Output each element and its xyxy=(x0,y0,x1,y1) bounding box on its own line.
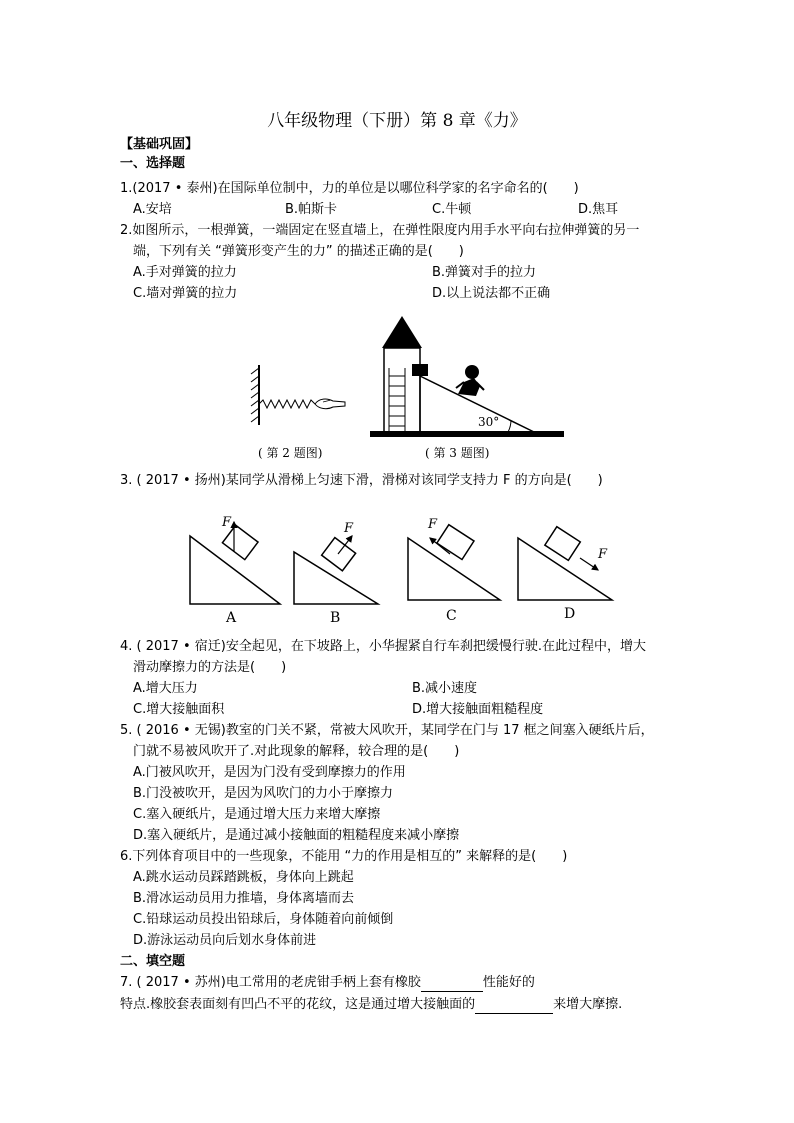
q5-option-b: B.门没被吹开，是因为风吹门的力小于摩擦力 xyxy=(133,786,394,801)
q7-blank-1[interactable] xyxy=(421,977,483,992)
q5-stem-line2: 门就不易被风吹开了.对此现象的解释，较合理的是( ) xyxy=(133,744,460,759)
q3-force-label-a: F xyxy=(222,515,232,530)
q3-option-a: A xyxy=(226,610,237,626)
q1-stem: 1.(2017 • 泰州)在国际单位制中，力的单位是以哪位科学家的名字命名的( ) xyxy=(120,181,579,196)
q1-option-b: B.帕斯卡 xyxy=(285,202,338,217)
q4-stem-line2: 滑动摩擦力的方法是( ) xyxy=(133,660,287,675)
q2-stem-line2: 端，下列有关 “弹簧形变产生的力” 的描述正确的是( ) xyxy=(133,244,464,259)
part-heading-fill: 二、填空题 xyxy=(120,954,186,969)
q5-option-d: D.塞入硬纸片，是通过减小接触面的粗糙程度来减小摩擦 xyxy=(133,828,460,843)
figure-3-caption: ( 第 3 题图) xyxy=(425,446,490,460)
q7-text-part2: 性能好的 xyxy=(482,975,535,990)
figure-2-caption: ( 第 2 题图) xyxy=(258,446,323,460)
q3-force-label-c: F xyxy=(428,517,438,532)
q7-text-part3: 特点.橡胶套表面刻有凹凸不平的花纹，这是通过增大接触面的 xyxy=(120,997,476,1012)
q3-option-b: B xyxy=(330,610,341,626)
q6-option-b: B.滑冰运动员用力推墙，身体离墙而去 xyxy=(133,891,355,906)
child-figure xyxy=(456,365,484,396)
q6-option-d: D.游泳运动员向后划水身体前进 xyxy=(133,933,317,948)
q2-option-b: B.弹簧对手的拉力 xyxy=(432,265,537,280)
figure-3-slide xyxy=(368,312,568,442)
figure-q3-options xyxy=(180,508,620,628)
q4-option-b: B.减小速度 xyxy=(412,681,478,696)
q3-option-d: D xyxy=(564,606,576,622)
q6-option-a: A.跳水运动员踩踏跳板，身体向上跳起 xyxy=(133,870,354,885)
q2-option-a: A.手对弹簧的拉力 xyxy=(133,265,237,280)
q1-option-c: C.牛顿 xyxy=(432,202,472,217)
q1-option-a: A.安培 xyxy=(133,202,172,217)
q7-blank-2[interactable] xyxy=(475,999,553,1014)
part-heading-choice: 一、选择题 xyxy=(120,156,186,171)
q2-stem-line1: 2.如图所示，一根弹簧，一端固定在竖直墙上，在弹性限度内用手水平向右拉伸弹簧的另一 xyxy=(120,223,640,238)
q7-line2 xyxy=(120,996,622,1014)
q2-option-d: D.以上说法都不正确 xyxy=(432,286,551,301)
q2-option-c: C.墙对弹簧的拉力 xyxy=(133,286,238,301)
slide-angle-label: 30° xyxy=(478,415,500,429)
q3-option-c: C xyxy=(446,608,457,624)
q4-stem-line1: 4. ( 2017 • 宿迁)安全起见，在下坡路上，小华握紧自行车刹把缓慢行驶.在此过程中，增大 xyxy=(120,639,646,654)
q5-option-a: A.门被风吹开，是因为门没有受到摩擦力的作用 xyxy=(133,765,406,780)
q3-force-label-d: F xyxy=(598,547,608,562)
q3-force-label-b: F xyxy=(344,521,354,536)
q7-text-part4: 来增大摩擦. xyxy=(553,997,623,1012)
page-title: 八年级物理（下册）第 8 章《力》 xyxy=(267,111,527,131)
q6-option-c: C.铅球运动员投出铅球后，身体随着向前倾倒 xyxy=(133,912,394,927)
q4-option-a: A.增大压力 xyxy=(133,681,198,696)
q5-stem-line1: 5. ( 2016 • 无锡)教室的门关不紧，常被大风吹开，某同学在门与 17 框之间塞入硬纸片后， xyxy=(120,723,654,738)
q5-option-c: C.塞入硬纸片，是通过增大压力来增大摩擦 xyxy=(133,807,381,822)
q4-option-c: C.增大接触面积 xyxy=(133,702,225,717)
q7-text-part1: 7. ( 2017 • 苏州)电工常用的老虎钳手柄上套有橡胶 xyxy=(120,975,421,990)
q3-stem: 3. ( 2017 • 扬州)某同学从滑梯上匀速下滑，滑梯对该同学支持力 F 的方向是( ) xyxy=(120,473,603,488)
q7-line1 xyxy=(120,974,535,992)
q1-option-d: D.焦耳 xyxy=(578,202,619,217)
q6-stem: 6.下列体育项目中的一些现象，不能用 “力的作用是相互的” 来解释的是( ) xyxy=(120,849,568,864)
q4-option-d: D.增大接触面粗糙程度 xyxy=(412,702,544,717)
section-heading: 【基础巩固】 xyxy=(120,137,199,152)
figure-2-spring xyxy=(245,360,355,430)
